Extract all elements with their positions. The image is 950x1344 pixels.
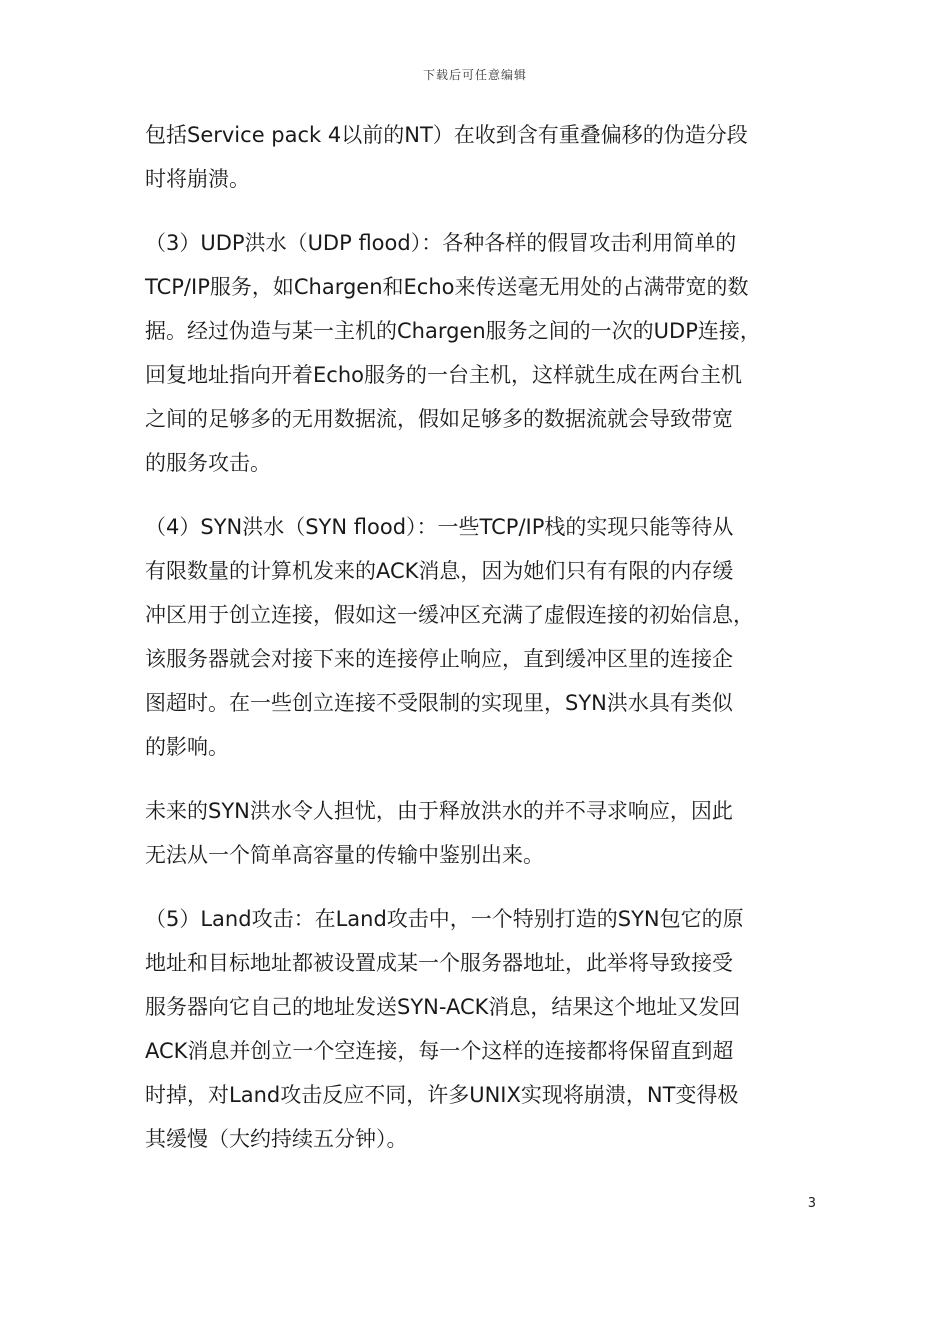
text-line: 无法从一个简单高容量的传输中鉴别出来。 bbox=[145, 843, 544, 867]
text-line: 其缓慢（大约持续五分钟）。 bbox=[145, 1127, 408, 1151]
text-line: （3）UDP洪水（UDP flood）：各种各样的假冒攻击利用简单的 bbox=[145, 231, 737, 255]
text-line: 未来的SYN洪水令人担忧，由于释放洪水的并不寻求响应，因此 bbox=[145, 799, 733, 823]
paragraph-1 bbox=[145, 113, 810, 201]
text-line: 时掉，对Land攻击反应不同，许多UNIX实现将崩溃，NT变得极 bbox=[145, 1083, 739, 1107]
paragraph-udp-flood bbox=[145, 221, 810, 485]
text-line: 据。经过伪造与某一主机的Chargen服务之间的一次的UDP连接， bbox=[145, 319, 761, 343]
text-line: 回复地址指向开着Echo服务的一台主机，这样就生成在两台主机 bbox=[145, 363, 742, 387]
text-line: 的服务攻击。 bbox=[145, 451, 271, 475]
text-line: 图超时。在一些创立连接不受限制的实现里，SYN洪水具有类似 bbox=[145, 691, 733, 715]
text-line: ACK消息并创立一个空连接，每一个这样的连接都将保留直到超 bbox=[145, 1039, 734, 1063]
text-line: 该服务器就会对接下来的连接停止响应，直到缓冲区里的连接企 bbox=[145, 647, 733, 671]
paragraph-syn-future bbox=[145, 789, 810, 877]
page-header: 下载后可任意编辑 bbox=[422, 68, 527, 82]
text-line: 冲区用于创立连接，假如这一缓冲区充满了虚假连接的初始信息， bbox=[145, 603, 754, 627]
text-line: 的影响。 bbox=[145, 735, 229, 759]
paragraph-syn-flood bbox=[145, 505, 810, 769]
text-line: 之间的足够多的无用数据流，假如足够多的数据流就会导致带宽 bbox=[145, 407, 733, 431]
page-number: 3 bbox=[807, 1196, 816, 1211]
text-line: TCP/IP服务，如Chargen和Echo来传送毫无用处的占满带宽的数 bbox=[145, 275, 749, 299]
text-line: 地址和目标地址都被设置成某一个服务器地址，此举将导致接受 bbox=[145, 951, 733, 975]
text-line: 有限数量的计算机发来的ACK消息，因为她们只有有限的内存缓 bbox=[145, 559, 734, 583]
text-line: 服务器向它自己的地址发送SYN-ACK消息，结果这个地址又发回 bbox=[145, 995, 741, 1019]
text-line: （5）Land攻击：在Land攻击中，一个特别打造的SYN包它的原 bbox=[145, 907, 744, 931]
text-line: 包括Service pack 4以前的NT）在收到含有重叠偏移的伪造分段 bbox=[145, 123, 748, 147]
text-line: （4）SYN洪水（SYN flood）：一些TCP/IP栈的实现只能等待从 bbox=[145, 515, 734, 539]
document-body bbox=[145, 113, 810, 1181]
paragraph-land-attack bbox=[145, 897, 810, 1161]
text-line: 时将崩溃。 bbox=[145, 167, 250, 191]
